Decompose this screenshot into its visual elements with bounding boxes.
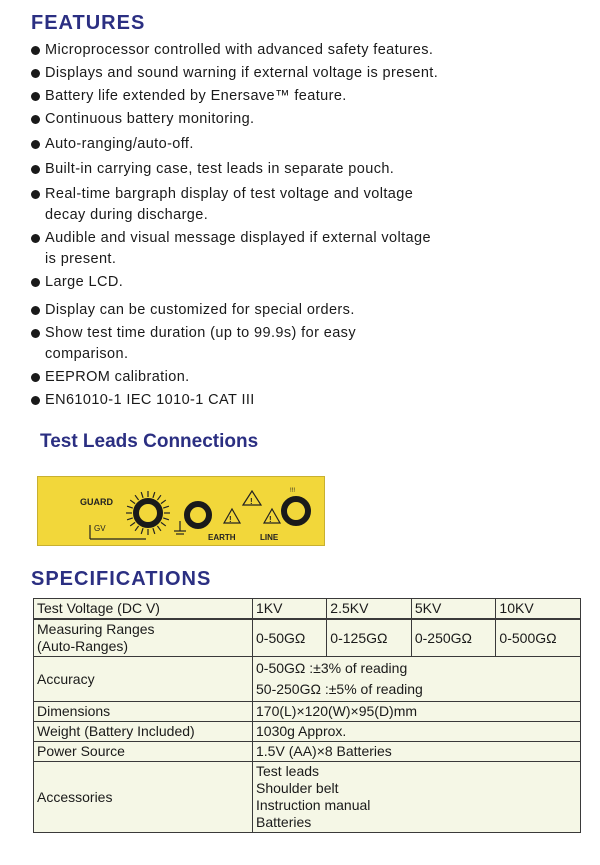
feature-item xyxy=(31,390,501,411)
spec-row-power xyxy=(34,742,581,762)
ranges-label-line2: (Auto-Ranges) xyxy=(37,638,129,654)
feature-text: Auto-ranging/auto-off. xyxy=(45,136,194,152)
accuracy-line1: 0-50GΩ :±3% of reading xyxy=(256,660,408,676)
test-voltage-1kv: 1KV xyxy=(253,599,327,620)
power-label: Power Source xyxy=(34,742,253,762)
specifications-table xyxy=(33,598,581,833)
test-voltage-label: Test Voltage (DC V) xyxy=(34,599,253,620)
spec-row-dimensions xyxy=(34,702,581,722)
warning-triangle-icon xyxy=(224,509,240,524)
feature-text: Audible and visual message displayed if external voltage xyxy=(45,230,431,246)
feature-item xyxy=(31,367,501,388)
feature-item xyxy=(31,86,501,107)
test-voltage-5kv: 5KV xyxy=(411,599,496,620)
accessory-item: Batteries xyxy=(256,814,312,830)
features-heading: FEATURES xyxy=(31,12,146,34)
terminal-diagram xyxy=(38,477,324,545)
line-label: LINE xyxy=(260,533,279,542)
bullet-icon xyxy=(31,140,40,149)
test-voltage-2-5kv: 2.5KV xyxy=(327,599,412,620)
bullet-icon xyxy=(31,46,40,55)
range-2-5kv: 0-125GΩ xyxy=(327,619,412,657)
feature-text: Large LCD. xyxy=(45,274,124,290)
accessory-item: Shoulder belt xyxy=(256,780,339,796)
hv-label: !!! xyxy=(290,488,296,494)
feature-item xyxy=(31,272,501,293)
feature-item xyxy=(31,40,501,61)
svg-text:!: ! xyxy=(229,515,232,524)
feature-text: Built-in carrying case, test leads in separate pouch. xyxy=(45,161,395,177)
feature-item xyxy=(31,323,501,365)
ranges-label xyxy=(34,619,253,657)
guard-terminal xyxy=(136,501,160,525)
feature-text: comparison. xyxy=(45,346,129,362)
bullet-icon xyxy=(31,115,40,124)
feature-text: Battery life extended by Enersave™ feature. xyxy=(45,88,347,104)
bullet-icon xyxy=(31,329,40,338)
feature-item xyxy=(31,159,501,180)
feature-item xyxy=(31,228,501,270)
guard-sunburst-icon xyxy=(126,491,170,535)
accessory-item: Test leads xyxy=(256,763,320,779)
weight-value: 1030g Approx. xyxy=(253,722,581,742)
spec-row-weight xyxy=(34,722,581,742)
range-5kv: 0-250GΩ xyxy=(411,619,496,657)
features-list xyxy=(31,40,501,413)
range-10kv: 0-500GΩ xyxy=(496,619,581,657)
bullet-icon xyxy=(31,278,40,287)
feature-item xyxy=(31,134,501,155)
accuracy-line2: 50-250GΩ :±5% of reading xyxy=(256,681,423,697)
feature-text: Display can be customized for special orders. xyxy=(45,302,355,318)
bullet-icon xyxy=(31,234,40,243)
specifications-heading: SPECIFICATIONS xyxy=(31,568,212,590)
feature-text: decay during discharge. xyxy=(45,207,209,223)
feature-item xyxy=(31,184,501,226)
spec-row-ranges xyxy=(34,619,581,657)
feature-text: EEPROM calibration. xyxy=(45,369,190,385)
gv-label: GV xyxy=(94,524,106,533)
feature-item xyxy=(31,63,501,84)
bullet-icon xyxy=(31,396,40,405)
bullet-icon xyxy=(31,306,40,315)
spec-row-accuracy xyxy=(34,657,581,702)
bullet-icon xyxy=(31,190,40,199)
test-leads-panel xyxy=(37,476,325,546)
feature-text: Real-time bargraph display of test voltage and voltage xyxy=(45,186,414,202)
test-voltage-10kv: 10KV xyxy=(496,599,581,620)
feature-text: EN61010-1 IEC 1010-1 CAT III xyxy=(45,392,255,408)
feature-item xyxy=(31,109,501,130)
accessories-value xyxy=(253,762,581,833)
svg-text:!: ! xyxy=(250,497,253,506)
ranges-label-line1: Measuring Ranges xyxy=(37,621,155,637)
accessories-label: Accessories xyxy=(34,762,253,833)
bullet-icon xyxy=(31,165,40,174)
dimensions-label: Dimensions xyxy=(34,702,253,722)
range-1kv: 0-50GΩ xyxy=(253,619,327,657)
svg-text:!: ! xyxy=(269,515,272,524)
feature-text: Show test time duration (up to 99.9s) for easy xyxy=(45,325,356,341)
earth-terminal xyxy=(187,504,209,526)
feature-item xyxy=(31,300,501,321)
accessory-item: Instruction manual xyxy=(256,797,371,813)
bullet-icon xyxy=(31,92,40,101)
guard-label: GUARD xyxy=(80,497,113,507)
test-leads-heading: Test Leads Connections xyxy=(40,431,259,452)
feature-text: is present. xyxy=(45,251,117,267)
bullet-icon xyxy=(31,373,40,382)
power-value: 1.5V (AA)×8 Batteries xyxy=(253,742,581,762)
accuracy-label: Accuracy xyxy=(34,657,253,702)
feature-text: Microprocessor controlled with advanced safety features. xyxy=(45,42,434,58)
weight-label: Weight (Battery Included) xyxy=(34,722,253,742)
high-voltage-triangle-icon xyxy=(264,509,280,524)
spec-row-accessories xyxy=(34,762,581,833)
dimensions-value: 170(L)×120(W)×95(D)mm xyxy=(253,702,581,722)
accuracy-value xyxy=(253,657,581,702)
feature-text: Continuous battery monitoring. xyxy=(45,111,255,127)
caution-triangle-icon xyxy=(243,491,261,506)
spec-row-test-voltage xyxy=(34,599,581,620)
line-terminal xyxy=(284,499,308,523)
feature-text: Displays and sound warning if external voltage is present. xyxy=(45,65,439,81)
earth-label: EARTH xyxy=(208,533,236,542)
bullet-icon xyxy=(31,69,40,78)
